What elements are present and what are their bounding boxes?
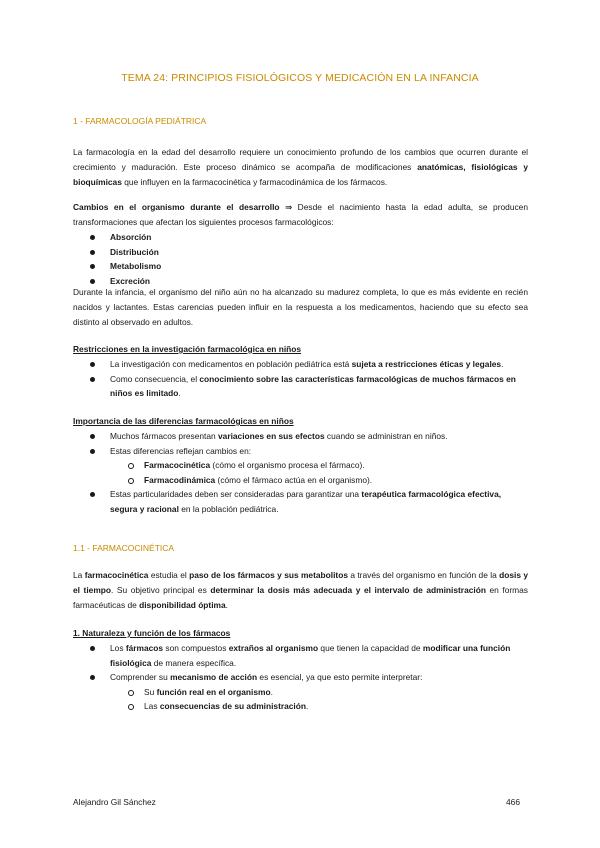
list-item: Distribución <box>90 245 161 260</box>
bullet-icon <box>90 264 95 269</box>
footer-author: Alejandro Gil Sánchez <box>73 797 156 807</box>
importance-heading: Importancia de las diferencias farmacológicas en niños <box>73 416 294 426</box>
list-item: Metabolismo <box>90 259 161 274</box>
list-item: Estas diferencias reflejan cambios en: Farmacocinética (cómo el organismo procesa el fármaco). Farmacodinámica (cómo el fármaco actúa en el organismo). <box>90 444 530 488</box>
list-item: Excreción <box>90 274 161 289</box>
list-item: Los fármacos son compuestos extraños al organismo que tienen la capacidad de modificar una función fisiológica de manera específica. <box>90 641 530 670</box>
bullet-icon <box>90 377 95 382</box>
restrictions-heading: Restricciones en la investigación farmacológica en niños <box>73 344 302 354</box>
importance-sublist <box>128 458 530 487</box>
page-title: TEMA 24: PRINCIPIOS FISIOLÓGICOS Y MEDICACIÓN EN LA INFANCIA <box>121 72 479 84</box>
list-item: Su función real en el organismo. <box>128 685 530 700</box>
pharmacokinetics-paragraph: La farmacocinética estudia el paso de los fármacos y sus metabolitos a través del organismo en función de la dosis y el tiempo. Su objetivo principal es determinar la dosis más adecuada y el intervalo de administración en formas farmacéuticas de disponibilidad óptima. <box>73 570 528 610</box>
bullet-icon <box>90 250 95 255</box>
nature-sublist <box>128 685 530 714</box>
bullet-icon <box>90 675 95 680</box>
nature-list <box>90 641 530 714</box>
list-item: Comprender su mecanismo de acción es esencial, ya que esto permite interpretar: Su función real en el organismo. Las consecuencias de su administración. <box>90 670 530 714</box>
circle-bullet-icon <box>128 463 134 469</box>
list-item: Farmacocinética (cómo el organismo procesa el fármaco). <box>128 458 530 473</box>
bullet-icon <box>90 434 95 439</box>
intro-paragraph: La farmacología en la edad del desarrollo requiere un conocimiento profundo de los cambios que ocurren durante el crecimiento y maduración. Este proceso dinámico se acompaña de modificaciones anatómicas, fisiológicas y bioquímicas que influyen en la farmacocinética y farmacodinámica de los fármacos. <box>73 147 528 187</box>
list-item: Estas particularidades deben ser consideradas para garantizar una terapéutica farmacológica efectiva, segura y racional en la población pediátrica. <box>90 487 530 516</box>
restrictions-list <box>90 357 530 401</box>
importance-list <box>90 429 530 516</box>
section-heading-farmacocinetica: 1.1 - FARMACOCINÉTICA <box>73 543 175 553</box>
infancy-paragraph: Durante la infancia, el organismo del niño aún no ha alcanzado su madurez completa, lo que es más evidente en recién nacidos y lactantes. Estas carencias pueden influir en la respuesta a los medicamentos, haciendo que su efecto sea distinto al observado en adultos. <box>73 287 528 327</box>
development-changes-paragraph: Cambios en el organismo durante el desarrollo ⇒ Desde el nacimiento hasta la edad adulta, se producen transformaciones que afectan los siguientes procesos farmacológicos: <box>73 202 528 227</box>
bullet-icon <box>90 646 95 651</box>
list-item: Las consecuencias de su administración. <box>128 699 530 714</box>
bullet-icon <box>90 362 95 367</box>
section-heading-farmacologia-pediatrica: 1 - FARMACOLOGÍA PEDIÁTRICA <box>73 116 207 126</box>
circle-bullet-icon <box>128 690 134 696</box>
circle-bullet-icon <box>128 478 134 484</box>
list-item: La investigación con medicamentos en población pediátrica está sujeta a restricciones éticas y legales. <box>90 357 530 372</box>
list-item: Absorción <box>90 230 161 245</box>
bullet-icon <box>90 492 95 497</box>
nature-heading: 1. Naturaleza y función de los fármacos <box>73 628 231 638</box>
bullet-icon <box>90 235 95 240</box>
list-item: Como consecuencia, el conocimiento sobre las características farmacológicas de muchos fármacos en niños es limitado. <box>90 372 530 401</box>
circle-bullet-icon <box>128 704 134 710</box>
list-item: Farmacodinámica (cómo el fármaco actúa en el organismo). <box>128 473 530 488</box>
pharmacological-processes-list <box>90 230 161 288</box>
list-item: Muchos fármacos presentan variaciones en sus efectos cuando se administran en niños. <box>90 429 530 444</box>
bullet-icon <box>90 279 95 284</box>
footer-page-number: 466 <box>506 797 520 807</box>
bullet-icon <box>90 449 95 454</box>
